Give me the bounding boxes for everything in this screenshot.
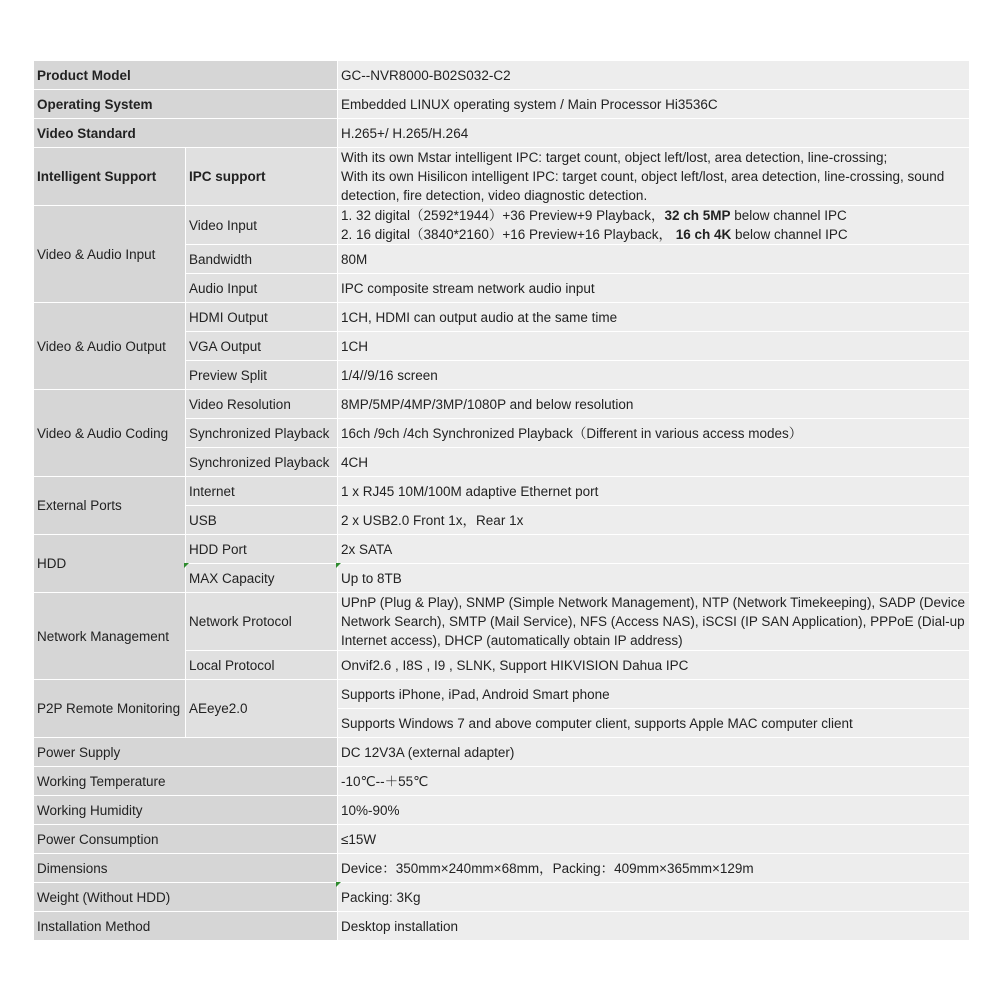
row-value: IPC composite stream network audio input: [338, 274, 970, 303]
row-value: Desktop installation: [338, 912, 970, 941]
row-label: Weight (Without HDD): [34, 883, 338, 912]
row-label: Working Temperature: [34, 767, 338, 796]
table-row: [34, 61, 970, 90]
table-row: [34, 593, 970, 651]
row-label: Operating System: [34, 90, 338, 119]
table-row: [34, 796, 970, 825]
group-label: Intelligent Support: [34, 148, 186, 206]
sub-label: HDMI Output: [186, 303, 338, 332]
row-value: 16ch /9ch /4ch Synchronized Playback（Different in various access modes）: [338, 419, 970, 448]
sub-label: Synchronized Playback: [186, 448, 338, 477]
sub-label: Video Input: [186, 206, 338, 245]
row-value: 2x SATA: [338, 535, 970, 564]
row-value: Onvif2.6 , I8S , I9 , SLNK, Support HIKVISION Dahua IPC: [338, 651, 970, 680]
row-value: 1CH, HDMI can output audio at the same time: [338, 303, 970, 332]
row-label: Power Supply: [34, 738, 338, 767]
table-row: [34, 883, 970, 912]
row-value: Packing: 3Kg: [338, 883, 970, 912]
group-label: HDD: [34, 535, 186, 593]
row-value: Up to 8TB: [338, 564, 970, 593]
table-row: [34, 390, 970, 419]
row-label: Dimensions: [34, 854, 338, 883]
table-row: [34, 535, 970, 564]
group-label: P2P Remote Monitoring: [34, 680, 186, 738]
row-value: 1CH: [338, 332, 970, 361]
sub-label: Bandwidth: [186, 245, 338, 274]
row-value: -10℃--＋55℃: [338, 767, 970, 796]
row-value: [338, 148, 970, 206]
value-line: 2. 16 digital（3840*2160）+16 Preview+16 Playback， 16 ch 4K below channel IPC: [341, 227, 848, 242]
sub-label: USB: [186, 506, 338, 535]
row-value: DC 12V3A (external adapter): [338, 738, 970, 767]
row-value: 1 x RJ45 10M/100M adaptive Ethernet port: [338, 477, 970, 506]
row-value: 8MP/5MP/4MP/3MP/1080P and below resolution: [338, 390, 970, 419]
group-label: Video & Audio Input: [34, 206, 186, 303]
table-row: [34, 148, 970, 206]
row-value: 10%-90%: [338, 796, 970, 825]
group-label: Video & Audio Output: [34, 303, 186, 390]
sub-label: Preview Split: [186, 361, 338, 390]
value-line: 1. 32 digital（2592*1944）+36 Preview+9 Playback，32 ch 5MP below channel IPC: [341, 208, 847, 223]
table-row: [34, 206, 970, 245]
row-value: [338, 206, 970, 245]
value-line: With its own Mstar intelligent IPC: target count, object left/lost, area detection, line-crossing;: [341, 150, 888, 165]
table-row: [34, 738, 970, 767]
table-row: [34, 854, 970, 883]
table-row: [34, 119, 970, 148]
sub-label: MAX Capacity: [186, 564, 338, 593]
sub-label: HDD Port: [186, 535, 338, 564]
row-value: Supports iPhone, iPad, Android Smart phone: [338, 680, 970, 709]
sub-label: Video Resolution: [186, 390, 338, 419]
value-line: detection, fire detection, video diagnostic detection.: [341, 188, 648, 203]
row-value: 2 x USB2.0 Front 1x，Rear 1x: [338, 506, 970, 535]
sub-label: Local Protocol: [186, 651, 338, 680]
row-value: Supports Windows 7 and above computer client, supports Apple MAC computer client: [338, 709, 970, 738]
value-line: UPnP (Plug & Play), SNMP (Simple Network Management), NTP (Network Timekeeping), SADP (Device: [341, 595, 965, 610]
row-value: [338, 593, 970, 651]
table-row: [34, 680, 970, 709]
row-value: ≤15W: [338, 825, 970, 854]
sub-label: Internet: [186, 477, 338, 506]
group-label: Network Management: [34, 593, 186, 680]
row-value: GC--NVR8000-B02S032-C2: [338, 61, 970, 90]
row-value: Embedded LINUX operating system / Main Processor Hi3536C: [338, 90, 970, 119]
row-value: 4CH: [338, 448, 970, 477]
row-label: Video Standard: [34, 119, 338, 148]
row-value: 1/4//9/16 screen: [338, 361, 970, 390]
sub-label: Audio Input: [186, 274, 338, 303]
sub-label: VGA Output: [186, 332, 338, 361]
sub-label: IPC support: [186, 148, 338, 206]
table-row: [34, 767, 970, 796]
table-row: [34, 477, 970, 506]
row-label: Installation Method: [34, 912, 338, 941]
sub-label: Network Protocol: [186, 593, 338, 651]
value-line: With its own Hisilicon intelligent IPC: target count, object left/lost, area detection, line-crossing, sound: [341, 169, 945, 184]
group-label: External Ports: [34, 477, 186, 535]
table-row: [34, 303, 970, 332]
sub-label: Synchronized Playback: [186, 419, 338, 448]
value-line: Network Search), SMTP (Mail Service), NFS (Access NAS), iSCSI (IP SAN Application), PPPoE (Dial-up: [341, 614, 965, 629]
table-row: [34, 825, 970, 854]
row-value: H.265+/ H.265/H.264: [338, 119, 970, 148]
row-value: Device：350mm×240mm×68mm，Packing：409mm×365mm×129m: [338, 854, 970, 883]
sub-label: AEeye2.0: [186, 680, 338, 738]
row-label: Power Consumption: [34, 825, 338, 854]
row-value: 80M: [338, 245, 970, 274]
row-label: Working Humidity: [34, 796, 338, 825]
group-label: Video & Audio Coding: [34, 390, 186, 477]
table-row: [34, 912, 970, 941]
spec-table: [33, 60, 970, 941]
table-row: [34, 90, 970, 119]
row-label: Product Model: [34, 61, 338, 90]
value-line: Internet access), DHCP (automatically obtain IP address): [341, 633, 683, 648]
